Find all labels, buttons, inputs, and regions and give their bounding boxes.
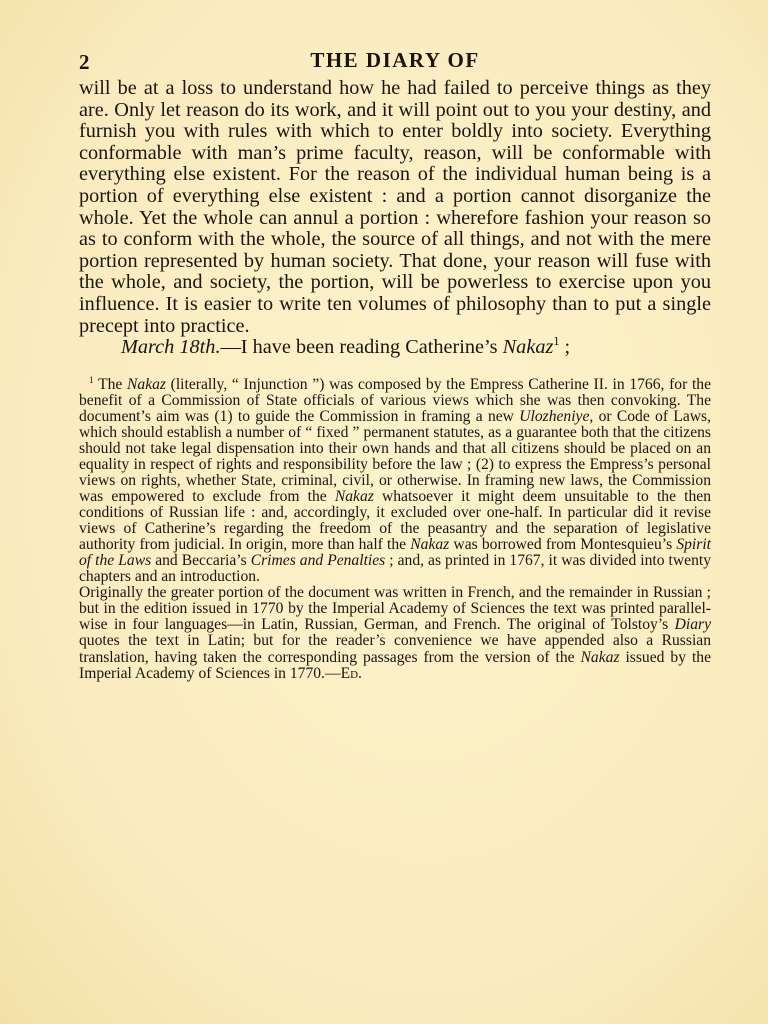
footnote-term: Crimes and Penalties (250, 552, 386, 570)
footnote-text: issued by the Imperial Academy of Sciences in 1770.— (79, 648, 711, 682)
book-page (79, 44, 711, 682)
footnote-mark: 1 (89, 375, 94, 386)
footnote-term: Diary (674, 616, 711, 634)
footnote-term: Nakaz (127, 375, 166, 393)
footnote-text: was borrowed from Montesquieu’s (449, 536, 677, 554)
footnote-text: The (93, 375, 127, 393)
footnote-term: Nakaz (334, 488, 374, 506)
footnote-text: ; and, as printed in 1767, it was divided into twenty chapters and an introduction. (79, 552, 711, 586)
footnote-term: Nakaz (580, 648, 620, 666)
footnote-paragraph (79, 377, 711, 586)
footnote-block (79, 377, 711, 682)
footnote-term: Nakaz (410, 536, 450, 554)
footnote-text: (literally, “ Injunction ”) was composed by the Empress Catherine II. in 1766, for the benefit of a Commission of State officials of various views which she was then convoking. The document’s aim was (1) to guide the Commission in framing a new (79, 375, 711, 425)
running-header (79, 44, 711, 78)
footnote-term: Spirit of the Laws (79, 536, 711, 570)
main-text (79, 78, 711, 359)
footnote-text: whatsoever it might deem unsuitable to the then conditions of Russian life : and, accordingly, it excluded over one-half. In particular did it revise views of Catherine’s regarding the freedom of the peasantry and the separation of legislative authority from judicial. In origin, more than half the (79, 488, 711, 554)
page-number: 2 (79, 50, 90, 74)
footnote-text: Originally the greater portion of the document was written in French, and the remainder in Russian ; but in the edition issued in 1770 by the Imperial Academy of Sciences the text was printed parallel-wise in four languages—in Latin, Russian, German, and French. The original of Tolstoy’s (79, 584, 711, 634)
footnote-term: Ulozheniye (519, 407, 590, 425)
entry-term: Nakaz (502, 337, 554, 359)
entry-text: —I have been reading Catherine’s (220, 337, 503, 359)
entry-date: March 18th. (121, 337, 221, 359)
footnote-paragraph (79, 585, 711, 681)
footnote-text: quotes the text in Latin; but for the reader’s convenience we have appended also a Russian translation, having taken the corresponding passages from the version of the (79, 632, 711, 666)
running-title: THE DIARY OF (310, 48, 480, 72)
editor-signature: Ed. (340, 664, 362, 682)
footnote-text: , or Code of Laws, which should establish a number of “ fixed ” permanent statutes, as a guarantee both that the citizens should not take legal dispensation into their own hands and that all citizens should be placed on an equality in respect of rights and responsibility before the law ; (2) to express the Empress’s personal views on rights, whether State, criminal, civil, or otherwise. In framing new laws, the Commission was empowered to exclude from the (79, 407, 712, 506)
footnote-reference: 1 (553, 337, 560, 349)
entry-text-end: ; (559, 337, 571, 359)
footnote-text: and Beccaria’s (151, 552, 251, 570)
body-paragraph: will be at a loss to understand how he had failed to perceive things as they are. Only let reason do its work, and it will point out to you your destiny, and furnish you with rules with which to enter boldly into society. Everything conformable with man’s prime faculty, reason, will be conformable with everything else existent. For the reason of the individual human being is a portion of everything else existent : and a portion cannot disorganize the whole. Yet the whole can annul a portion : wherefore fashion your reason so as to conform with the whole, the source of all things, and not with the mere portion represented by human society. That done, your reason will fuse with the whole, and society, the portion, will be powerless to exercise upon you influence. It is easier to write ten volumes of philosophy than to put a single precept into practice. (79, 77, 711, 337)
diary-entry-line (79, 337, 711, 359)
